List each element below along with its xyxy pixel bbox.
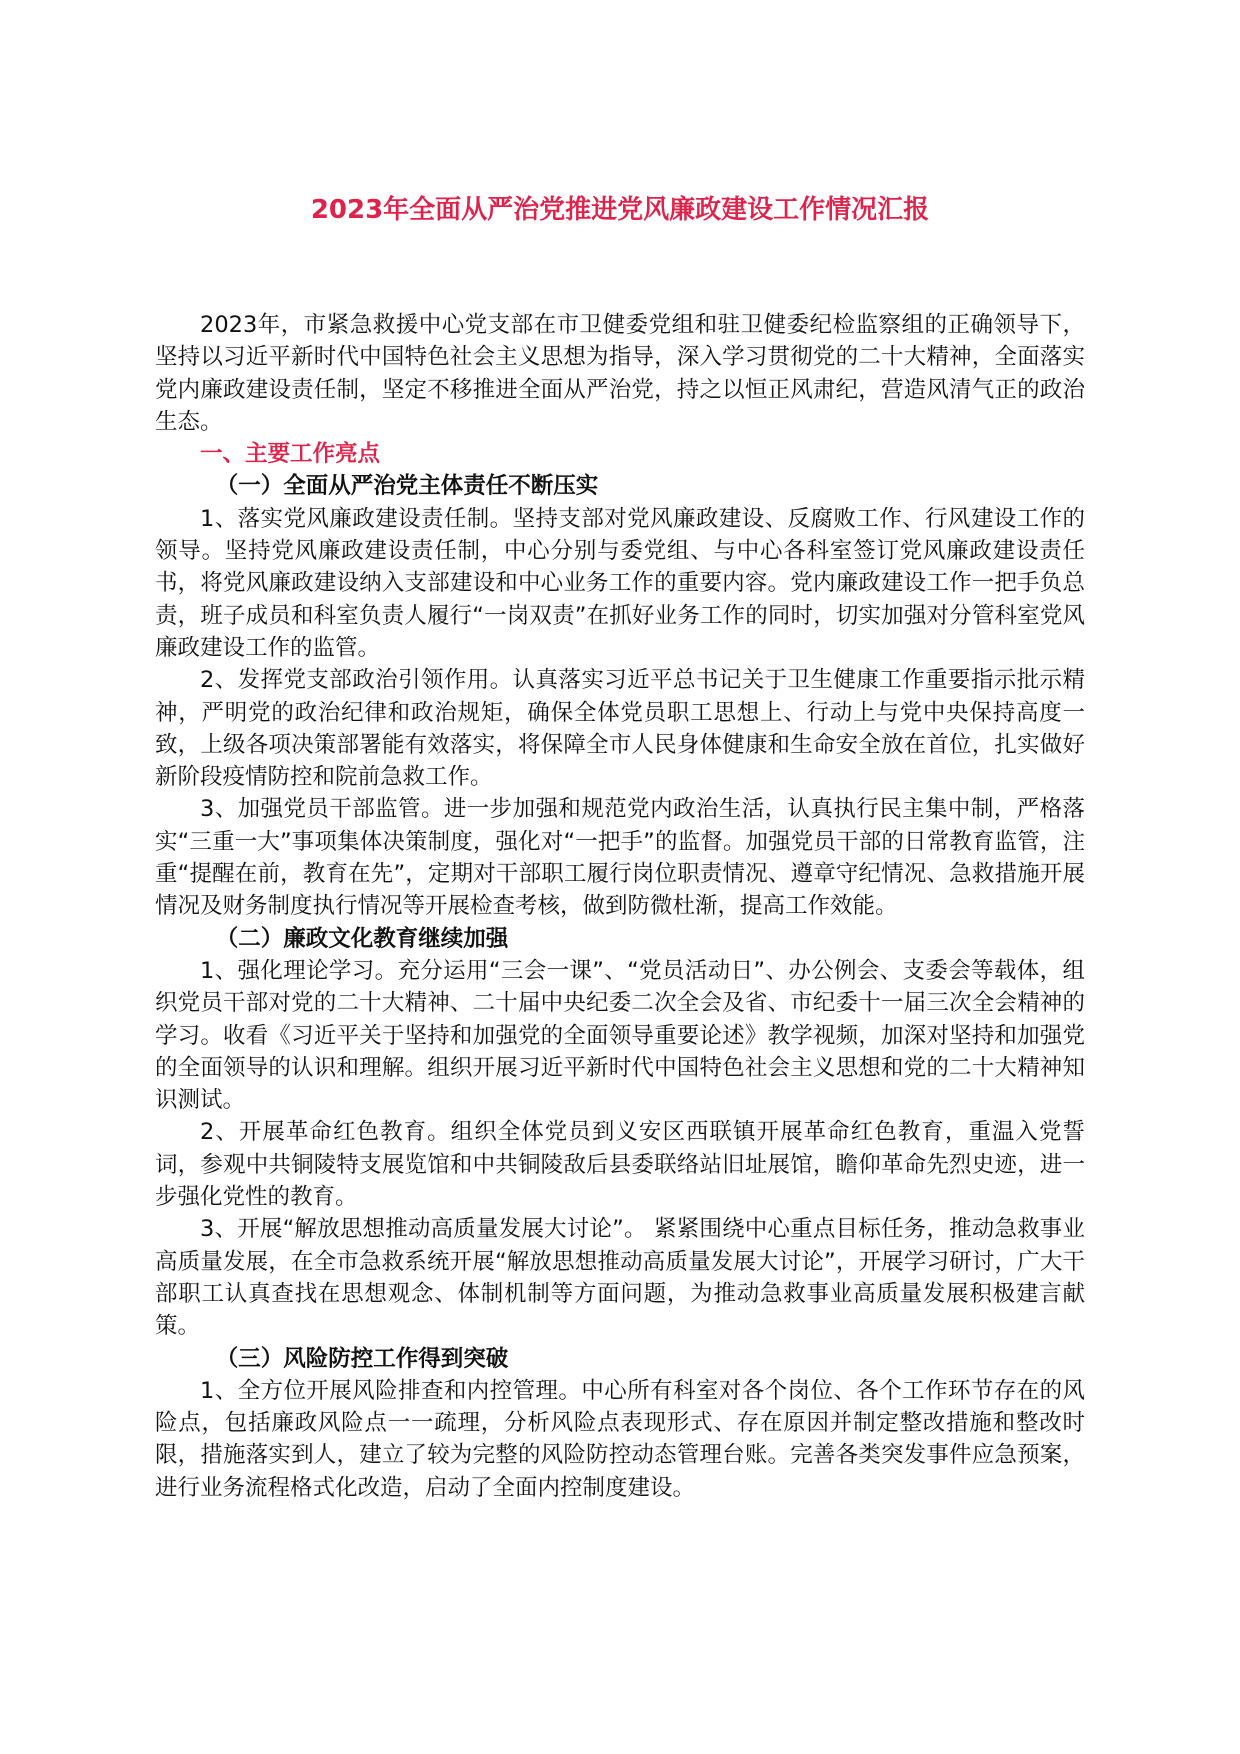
paragraph: 1、强化理论学习。充分运用“三会一课”、“党员活动日”、办公例会、支委会等载体，组织党员干部对党的二十大精神、二十届中央纪委二次全会及省、市纪委十一届三次全会精神的学习。收看《习近平关于坚持和加强党的全面领导重要论述》教学视频，加深对坚持和加强党的全面领导的认识和理解。组织开展习近平新时代中国特色社会主义思想和党的二十大精神知识测试。 — [155, 957, 1085, 1114]
document-body — [155, 309, 1085, 1504]
subsection-heading-2: （二）廉政文化教育继续加强 — [215, 925, 509, 952]
document-title: 2023年全面从严治党推进党风廉政建设工作情况汇报 — [310, 195, 930, 225]
paragraph: 3、加强党员干部监管。进一步加强和规范党内政治生活，认真执行民主集中制，严格落实“三重一大”事项集体决策制度，强化对“一把手”的监督。加强党员干部的日常教育监管，注重“提醒在前，教育在先”，定期对干部职工履行岗位职责情况、遵章守纪情况、急救措施开展情况及财务制度执行情况等开展检查考核，做到防微杜渐，提高工作效能。 — [155, 796, 1085, 920]
paragraph: 3、开展“解放思想推动高质量发展大讨论”。 紧紧围绕中心重点目标任务，推动急救事业高质量发展，在全市急救系统开展“解放思想推动高质量发展大讨论”，开展学习研讨，广大干部职工认真查找在思想观念、体制机制等方面问题，为推动急救事业高质量发展积极建言献策。 — [155, 1216, 1085, 1340]
paragraph: 1、全方位开展风险排查和内控管理。中心所有科室对各个岗位、各个工作环节存在的风险点，包括廉政风险点一一疏理，分析风险点表现形式、存在原因并制定整改措施和整改时限，措施落实到人，建立了较为完整的风险防控动态管理台账。完善各类突发事件应急预案，进行业务流程格式化改造，启动了全面内控制度建设。 — [155, 1377, 1085, 1501]
paragraph: 1、落实党风廉政建设责任制。坚持支部对党风廉政建设、反腐败工作、行风建设工作的领导。坚持党风廉政建设责任制，中心分别与委党组、与中心各科室签订党风廉政建设责任书，将党风廉政建设纳入支部建设和中心业务工作的重要内容。党内廉政建设工作一把手负总责，班子成员和科室负责人履行“一岗双责”在抓好业务工作的同时，切实加强对分管科室党风廉政建设工作的监管。 — [155, 505, 1085, 661]
paragraph: 2、开展革命红色教育。组织全体党员到义安区西联镇开展革命红色教育，重温入党誓词，参观中共铜陵特支展览馆和中共铜陵敌后县委联络站旧址展馆，瞻仰革命先烈史迹，进一步强化党性的教育。 — [155, 1119, 1085, 1211]
subsection-heading-1: （一）全面从严治党主体责任不断压实 — [215, 473, 599, 500]
paragraph: 2、发挥党支部政治引领作用。认真落实习近平总书记关于卫生健康工作重要指示批示精神，严明党的政治纪律和政治规矩，确保全体党员职工思想上、行动上与党中央保持高度一致，上级各项决策部署能有效落实，将保障全市人民身体健康和生命安全放在首位，扎实做好新阶段疫情防控和院前急救工作。 — [155, 667, 1085, 791]
intro-paragraph: 2023年，市紧急救援中心党支部在市卫健委党组和驻卫健委纪检监察组的正确领导下，坚持以习近平新时代中国特色社会主义思想为指导，深入学习贯彻党的二十大精神，全面落实党内廉政建设责任制，坚定不移推进全面从严治党，持之以恒正风肃纪，营造风清气正的政治生态。 — [155, 312, 1085, 435]
section-heading-highlights: 一、主要工作亮点 — [200, 441, 381, 468]
subsection-heading-3: （三）风险防控工作得到突破 — [215, 1345, 509, 1372]
